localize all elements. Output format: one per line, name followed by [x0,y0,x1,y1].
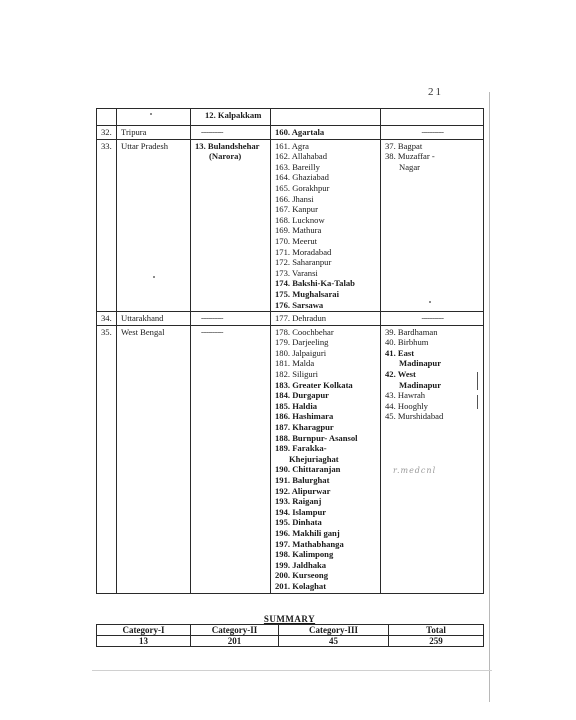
pen-mark [477,372,480,390]
cities-table [96,108,484,594]
scan-speck [153,276,155,278]
category-2-city: 186. Hashimara [275,411,334,422]
category-2-city: 183. Greater Kolkata [275,379,353,390]
table-row [97,126,484,140]
category-1-cell [191,312,271,326]
category-2-city: 174. Bakshi-Ka-Talab [275,278,355,289]
summary-title: SUMMARY [263,614,316,624]
category-3-city: 37. Bagpat [385,140,423,151]
category-3-city: 44. Hooghly [385,400,428,411]
category-1-cell [191,109,271,126]
serial-cell: 35. [97,325,117,593]
category-3-city-sub: Nagar [399,161,420,172]
serial-cell [97,109,117,126]
category-2-city: 173. Varansi [275,267,318,278]
summary-header: Category-I [97,625,191,636]
category-2-city: 197. Mathabhanga [275,538,344,549]
page-edge-line [92,670,492,671]
handwritten-note: r.medcnl [393,466,437,475]
empty-dash: ------------ [201,327,223,336]
category-2-city: 166. Jhansi [275,193,314,204]
category-2-city: 191. Balurghat [275,475,330,485]
category-3-city-sub: Madinapur [399,379,442,390]
category-2-city: 171. Moradabad [275,246,332,257]
summary-table [96,624,484,647]
category-2-city: 188. Burnpur- Asansol [275,432,358,443]
serial-cell: 33. [97,139,117,312]
serial-cell: 34. [97,312,117,326]
table-row [97,109,484,126]
pen-mark [477,395,480,409]
category-1-cell [191,126,271,140]
category-2-city: 165. Gorakhpur [275,182,330,193]
summary-header: Category-II [191,625,279,636]
scan-speck [150,113,152,115]
category-3-city: 41. East [385,347,415,358]
category-2-city: 168. Lucknow [275,214,325,225]
category-2-city: 187. Kharagpur [275,422,334,433]
category-1-cell [191,139,271,312]
category-3-cell [381,109,484,126]
summary-value: 45 [279,636,389,647]
category-3-city: 42. West [385,369,416,380]
category-2-city: 182. Siliguri [275,369,318,380]
category-3-cell [381,312,484,326]
category-1-city: 12. Kalpakkam [205,110,262,120]
margin-line [489,92,490,702]
category-3-city-sub: Madinapur [399,358,442,369]
table-row [97,312,484,326]
table-row [97,139,484,312]
category-3-cell [381,139,484,312]
state-cell: West Bengal [117,325,191,593]
category-2-city: 196. Makhili ganj [275,527,340,538]
category-2-city: 192. Alipurwar [275,485,331,496]
category-2-city: 181. Malda [275,358,315,369]
category-2-city: 169. Mathura [275,225,322,236]
category-1-city-sub: (Narora) [209,151,242,162]
state-cell: Uttar Pradesh [117,139,191,312]
summary-value-row [97,636,484,647]
summary-value: 201 [191,636,279,647]
category-2-city: 175. Mughalsarai [275,288,339,299]
empty-dash: ------------ [421,128,444,136]
category-2-cell [271,325,381,593]
category-3-city: 39. Bardhaman [385,326,438,337]
category-2-cell [271,126,381,140]
category-2-city: 167. Kanpur [275,204,318,215]
category-3-city: 40. Birbhum [385,337,429,348]
page-number: 21 [428,86,443,98]
category-2-city: 172. Saharanpur [275,257,332,268]
category-2-city: 194. Islampur [275,506,327,517]
category-3-cell [381,126,484,140]
category-2-cell [271,109,381,126]
scan-speck [429,301,431,303]
summary-value: 13 [97,636,191,647]
empty-dash: ------------ [201,314,223,323]
empty-dash: ------------ [201,128,223,136]
category-2-city: 170. Meerut [275,235,318,246]
category-2-city: 162. Allahabad [275,151,328,162]
category-2-city: 200. Kurseong [275,570,328,581]
summary-value: 259 [389,636,484,647]
state-cell [117,109,191,126]
summary-header: Total [389,625,484,636]
category-3-city: 43. Hawrah [385,390,426,401]
summary-header: Category-III [279,625,389,636]
category-2-city: 164. Ghaziabad [275,172,329,183]
serial-cell: 32. [97,126,117,140]
category-2-city: 178. Coochbehar [275,326,334,337]
category-2-city: 189. Farakka- [275,443,327,454]
category-2-city: 201. Kolaghat [275,580,327,591]
category-2-cell [271,312,381,326]
category-3-cell [381,325,484,593]
category-2-city-sub: Khejuriaghat [289,453,339,464]
summary-header-row [97,625,484,636]
state-cell: Uttarakhand [117,312,191,326]
category-3-city: 38. Muzaffar - [385,151,435,162]
table-row [97,325,484,593]
category-2-city: 163. Bareilly [275,161,320,172]
category-2-city: 160. Agartala [275,127,325,137]
category-2-city: 177. Dehradun [275,313,327,324]
category-2-city: 161. Agra [275,140,309,151]
category-2-city: 190. Chittaranjan [275,464,341,475]
category-2-city: 198. Kalimpong [275,549,334,560]
category-3-city: 45. Murshidabad [385,411,444,422]
empty-dash: ------------ [421,314,444,323]
category-2-city: 185. Haldia [275,400,318,411]
category-2-city: 179. Darjeeling [275,337,329,348]
category-2-city: 199. Jaldhaka [275,559,327,570]
category-2-city: 180. Jalpaiguri [275,347,327,358]
category-2-city: 176. Sarsawa [275,299,324,310]
category-1-city: 13. Bulandshehar [195,140,260,151]
category-1-cell [191,325,271,593]
category-2-city: 195. Dinhata [275,517,322,528]
category-2-city: 184. Durgapur [275,390,329,401]
state-cell: Tripura [117,126,191,140]
category-2-city: 193. Raiganj [275,496,322,507]
category-2-cell [271,139,381,312]
